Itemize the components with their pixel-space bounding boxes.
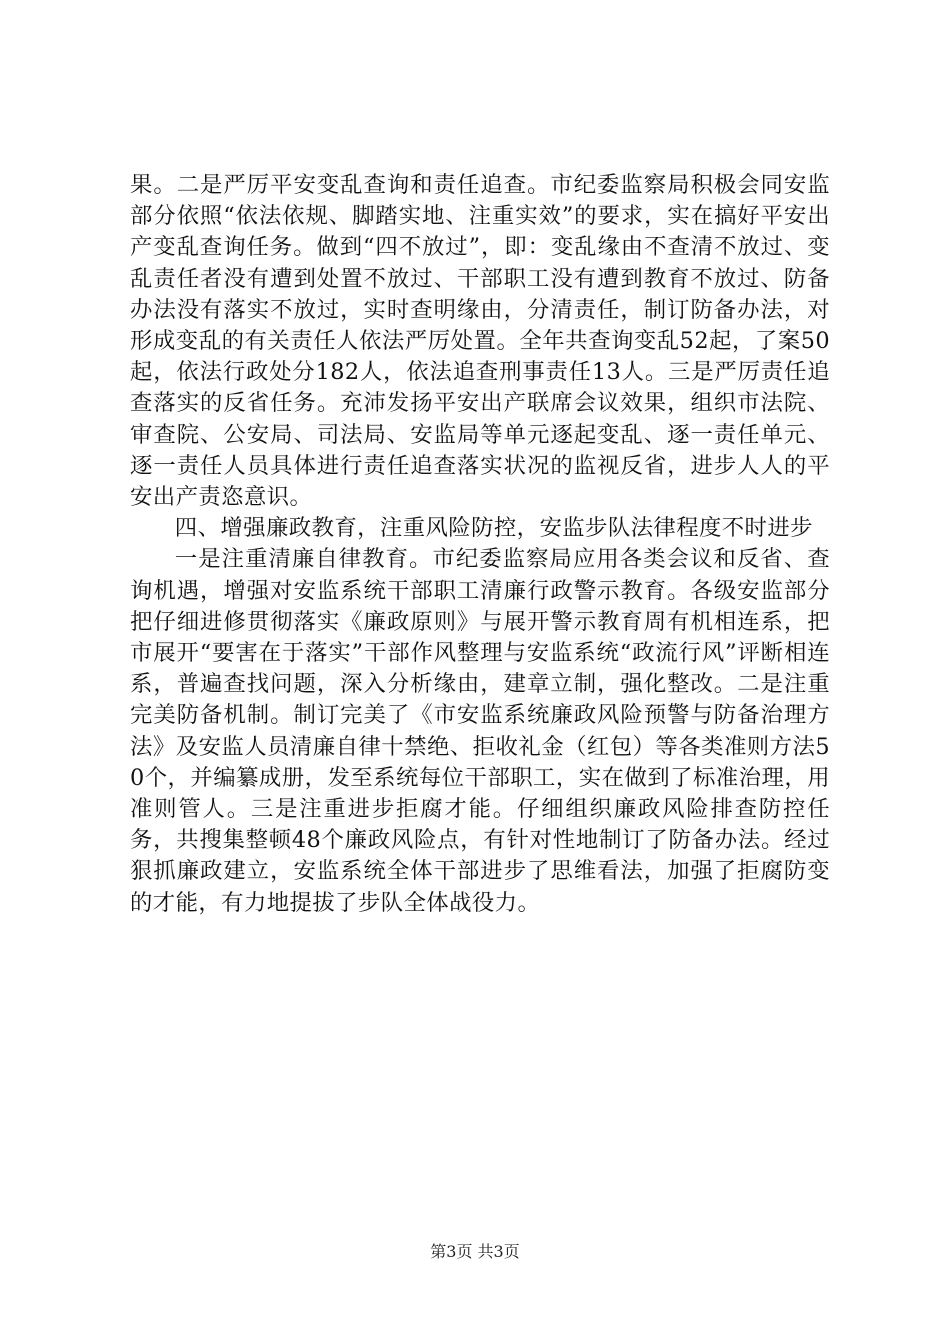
page-footer: 第3页 共3页 bbox=[430, 1242, 520, 1261]
paragraph-1: 果。二是严厉平安变乱查询和责任追查。市纪委监察局积极会同安监部分依照“依法依规、脚踏实地、注重实效”的要求，实在搞好平安出产变乱查询任务。做到“四不放过”，即：变乱缘由不查清不放过、变乱责任者没有遭到处置不放过、干部职工没有遭到教育不放过、防备办法没有落实不放过，实时查明缘由，分清责任，制订防备办法，对形成变乱的有关责任人依法严厉处置。全年共查询变乱52起，了案50起，依法行政处分182人，依法追查刑事责任13人。三是严厉责任追查落实的反省任务。充沛发扬平安出产联席会议效果，组织市法院、审查院、公安局、司法局、安监局等单元逐起变乱、逐一责任单元、逐一责任人员具体进行责任追查落实状况的监视反省，进步人人的平安出产责恣意识。 bbox=[130, 172, 830, 511]
document-body bbox=[130, 170, 830, 919]
section-heading-4: 四、增强廉政教育，注重风险防控，安监步队法律程度不时进步 bbox=[174, 515, 813, 542]
paragraph-3: 一是注重清廉自律教育。市纪委监察局应用各类会议和反省、查询机遇，增强对安监系统干部职工清廉行政警示教育。各级安监部分把仔细进修贯彻落实《廉政原则》与展开警示教育周有机相连系，把市展开“要害在于落实”干部作风整理与安监系统“政流行风”评断相连系，普遍查找问题，深入分析缘由，建章立制，强化整改。二是注重完美防备机制。制订完美了《市安监系统廉政风险预警与防备治理方法》及安监人员清廉自律十禁绝、拒收礼金（红包）等各类准则方法50个，并编纂成册，发至系统每位干部职工，实在做到了标准治理，用准则管人。三是注重进步拒腐才能。仔细组织廉政风险排查防控任务，共搜集整顿48个廉政风险点，有针对性地制订了防备办法。经过狠抓廉政建立，安监系统全体干部进步了思维看法，加强了拒腐防变的才能，有力地提拔了步队全体战役力。 bbox=[130, 546, 830, 916]
